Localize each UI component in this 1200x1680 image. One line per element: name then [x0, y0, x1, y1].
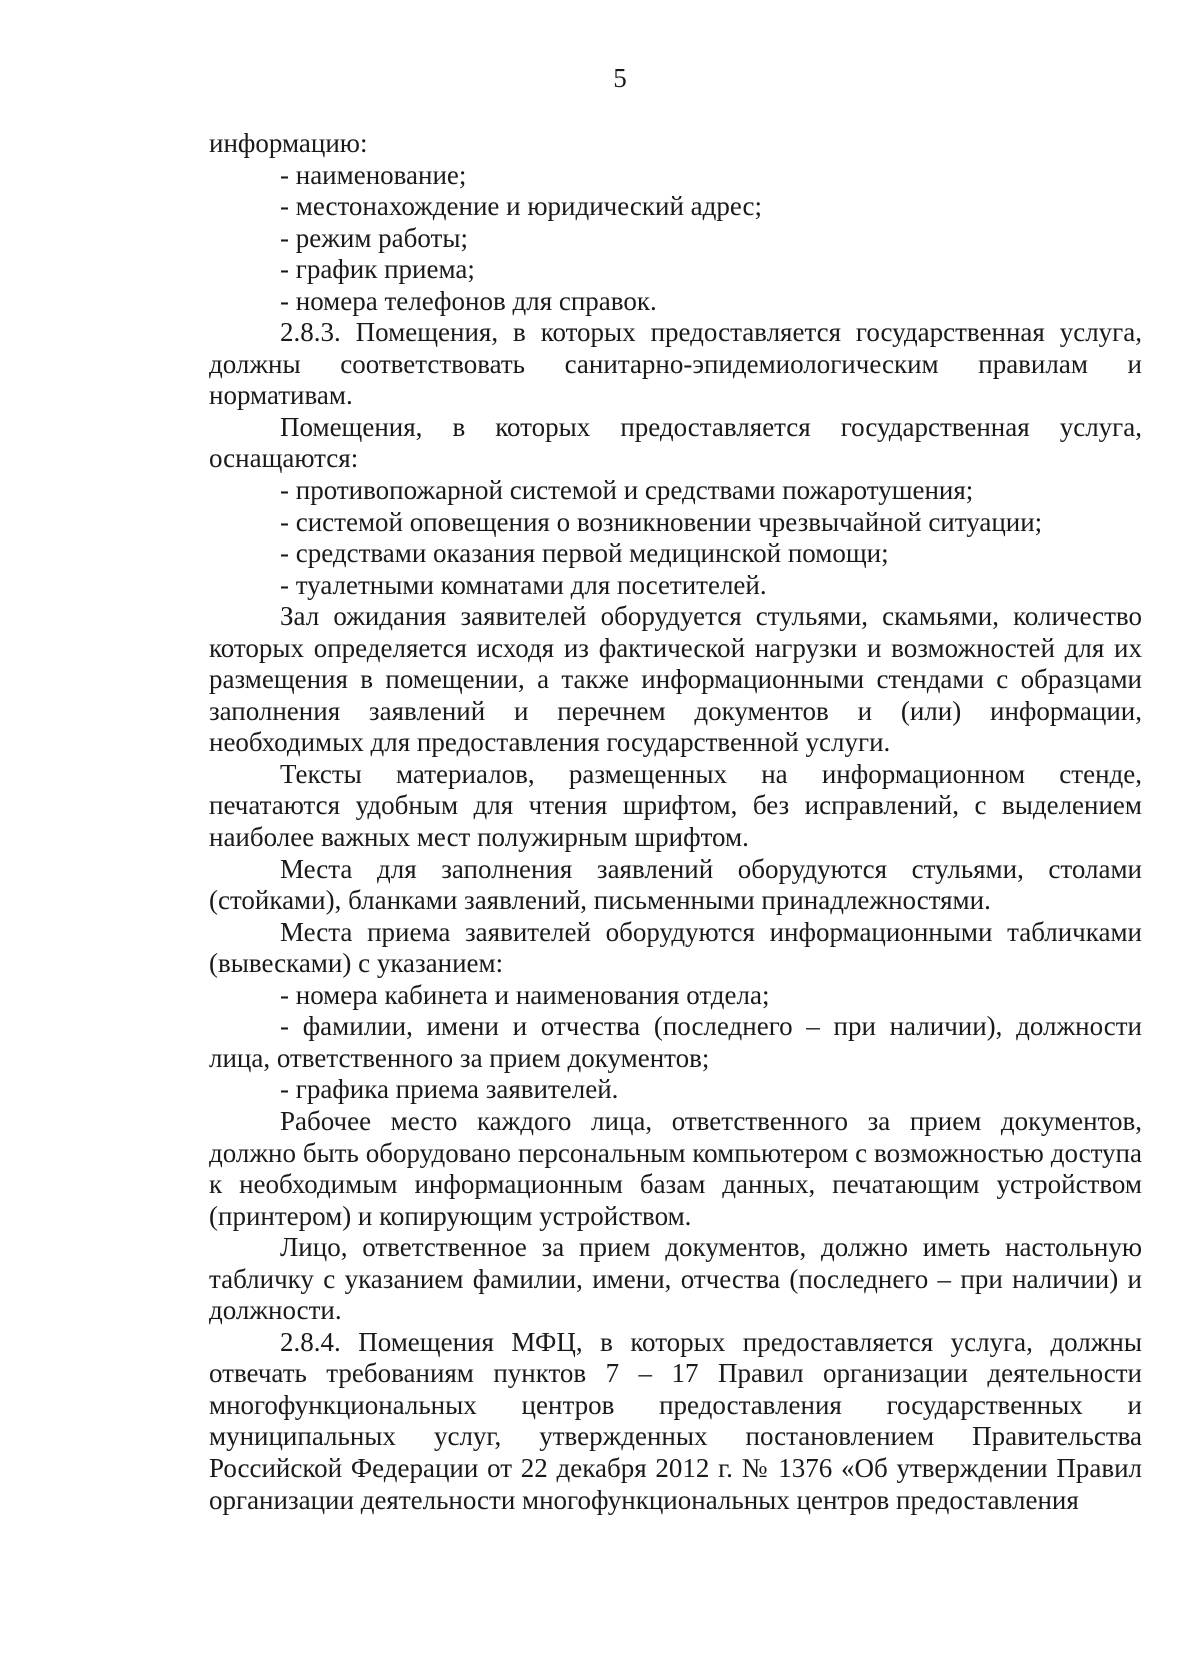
list-item-restrooms: - туалетными комнатами для посетителей.	[280, 569, 767, 600]
list-item-responsible-person: - фамилии, имени и отчества (последнего – при наличии), должности лица, ответственного за прием документов;	[209, 1011, 1142, 1073]
list-item-work-mode: - режим работы;	[280, 222, 468, 253]
list-item-first-aid: - средствами оказания первой медицинской помощи;	[280, 538, 889, 569]
list-item-fire-system: - противопожарной системой и средствами пожаротушения;	[280, 475, 974, 506]
list-item-reception-schedule: - график приема;	[280, 254, 475, 285]
paragraph-desk-plate: Лицо, ответственное за прием документов, должно иметь настольную табличку с указанием фамилии, имени, отчества (последнего – при наличии) и должности.	[209, 1232, 1142, 1326]
paragraph-waiting-hall: Зал ожидания заявителей оборудуется стульями, скамьями, количество которых определяется исходя из фактической нагрузки и возможностей для их размещения в помещении, а также информационными стендами с образцами заполнения заявлений и перечнем документов и (или) информации, необходимых для предоставления государственной услуги.	[209, 601, 1142, 758]
paragraph-information-intro: информацию:	[209, 128, 368, 158]
list-item-name: - наименование;	[280, 159, 467, 190]
paragraph-stand-texts: Тексты материалов, размещенных на информационном стенде, печатаются удобным для чтения шрифтом, без исправлений, с выделением наиболее важных мест полужирным шрифтом.	[209, 758, 1142, 853]
paragraph-workplace: Рабочее место каждого лица, ответственного за прием документов, должно быть оборудовано персональным компьютером с возможностью доступа к необходимым информационным базам данных, печатающим устройством (принтером) и копирующим устройством.	[209, 1105, 1142, 1231]
document-body	[209, 128, 1142, 1516]
list-item-office-number: - номера кабинета и наименования отдела;	[280, 979, 770, 1010]
page-number: 5	[613, 63, 627, 93]
list-item-reception-graph: - графика приема заявителей.	[280, 1074, 619, 1105]
list-item-phone-numbers: - номера телефонов для справок.	[280, 285, 657, 316]
paragraph-reception-places: Места приема заявителей оборудуются информационными табличками (вывесками) с указанием:	[209, 916, 1142, 979]
paragraph-2-8-3: 2.8.3. Помещения, в которых предоставляется государственная услуга, должны соответствовать санитарно-эпидемиологическим правилам и нормативам.	[209, 317, 1142, 411]
list-item-location-address: - местонахождение и юридический адрес;	[280, 191, 763, 222]
list-item-emergency-alert: - системой оповещения о возникновении чрезвычайной ситуации;	[280, 506, 1043, 537]
paragraph-application-places: Места для заполнения заявлений оборудуются стульями, столами (стойками), бланками заявлений, письменными принадлежностями.	[209, 853, 1142, 916]
paragraph-premises-equipped: Помещения, в которых предоставляется государственная услуга, оснащаются:	[209, 411, 1142, 474]
paragraph-2-8-4: 2.8.4. Помещения МФЦ, в которых предоставляется услуга, должны отвечать требованиям пунктов 7 – 17 Правил организации деятельности многофункциональных центров предоставления государственных и муниципальных услуг, утвержденных постановлением Правительства Российской Федерации от 22 декабря 2012 г. № 1376 «Об утверждении Правил организации деятельности многофункциональных центров предоставления	[209, 1326, 1142, 1515]
